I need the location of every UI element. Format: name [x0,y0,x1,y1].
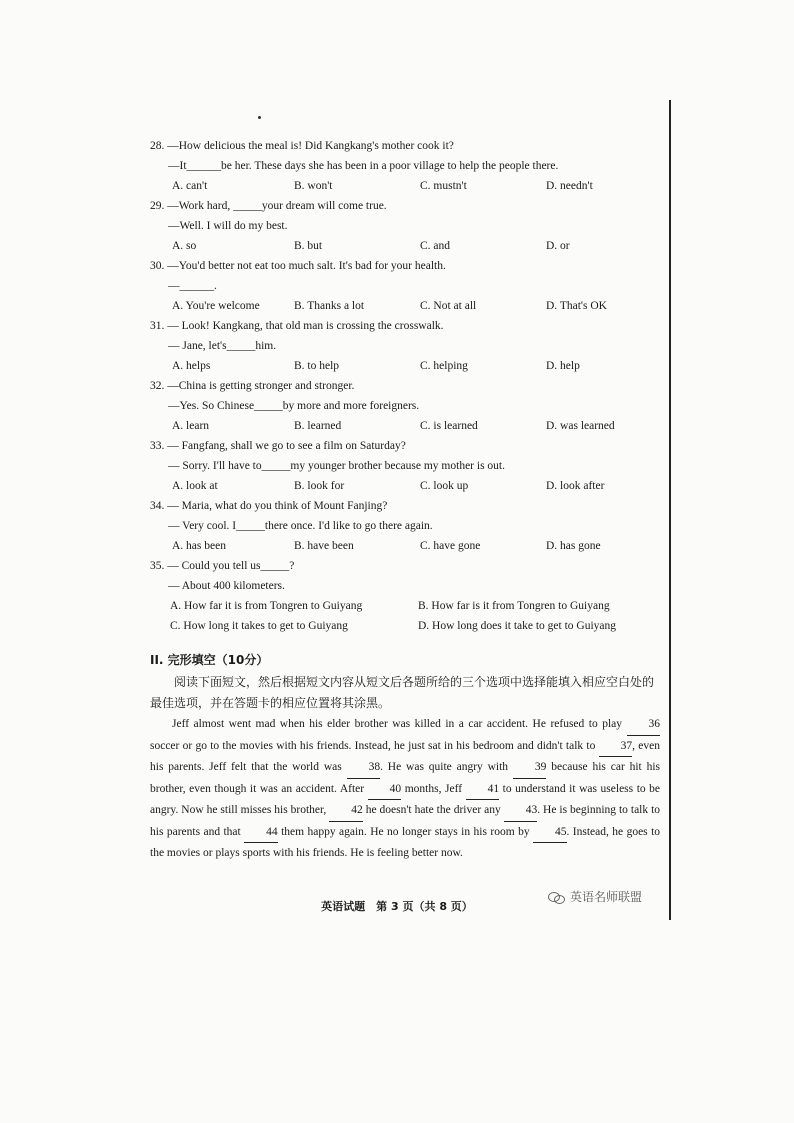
option-d[interactable]: D. or [546,240,570,252]
question-line: —You'd better not eat too much salt. It's bad for your health. [167,260,446,272]
option-c[interactable]: C. Not at all [420,300,477,312]
question-number: 32. [150,380,165,392]
option-a[interactable]: A. helps [172,360,211,372]
page-footer: 英语试题 第 3 页（共 8 页） [321,900,473,913]
section-instruction: 阅读下面短文，然后根据短文内容从短文后各题所给的三个选项中选择能填入相应空白处的最佳选项，并在答题卡的相应位置将其涂黑。 [150,675,655,710]
option-a[interactable]: A. can't [172,180,208,192]
options [150,296,660,316]
option-a[interactable]: A. so [172,240,197,252]
options [150,356,660,376]
question-31 [150,316,660,376]
passage-text: , even his parents. Jeff felt that the world was [150,739,661,773]
question-33 [150,436,660,496]
option-d[interactable]: D. has gone [546,540,601,552]
question-29 [150,196,660,256]
option-b[interactable]: B. Thanks a lot [294,300,365,312]
options [150,236,660,256]
passage-text: soccer or go to the movies with his friends. Instead, he just sat in his bedroom and didn't talk to [150,739,596,752]
blank-38[interactable]: 38 [347,757,381,779]
question-35 [150,556,660,636]
question-line: —China is getting stronger and stronger. [167,380,355,392]
speck [258,116,261,119]
question-number: 28. [150,140,165,152]
question-number: 35. [150,560,165,572]
option-b[interactable]: B. look for [294,480,345,492]
passage-text: to understand it was useless to be angry. Now he still misses his brother, [150,782,661,816]
wechat-icon [548,890,566,904]
watermark [548,888,642,905]
option-d[interactable]: D. look after [546,480,605,492]
blank-42[interactable]: 42 [329,800,363,822]
cloze-passage [150,714,660,864]
passage-text: them happy again. He no longer stays in his room by [281,825,530,838]
options [150,416,660,436]
question-number: 33. [150,440,165,452]
option-b[interactable]: B. have been [294,540,354,552]
question-number: 34. [150,500,165,512]
option-d[interactable]: D. help [546,360,580,372]
margin-rule [669,100,671,920]
section-title: II. 完形填空（10分） [150,653,269,667]
exam-content [150,136,660,864]
question-number: 30. [150,260,165,272]
blank-43[interactable]: 43 [504,800,538,822]
option-a[interactable]: A. How far it is from Tongren to Guiyang [170,600,363,612]
question-line: — Could you tell us_____? [167,560,295,572]
question-number: 29. [150,200,165,212]
option-a[interactable]: A. has been [172,540,226,552]
option-b[interactable]: B. to help [294,360,340,372]
option-b[interactable]: B. won't [294,180,333,192]
question-line: — Maria, what do you think of Mount Fanjing? [167,500,388,512]
option-c[interactable]: C. and [420,240,451,252]
option-a[interactable]: A. look at [172,480,218,492]
option-c[interactable]: C. How long it takes to get to Guiyang [170,620,348,632]
option-c[interactable]: C. helping [420,360,468,372]
option-d[interactable]: D. That's OK [546,300,607,312]
multiple-choice-list [150,136,660,556]
question-line: — Fangfang, shall we go to see a film on Saturday? [167,440,406,452]
blank-45[interactable]: 45 [533,822,567,844]
question-line: —Yes. So Chinese_____by more and more foreigners. [168,400,420,412]
option-a[interactable]: A. You're welcome [172,300,260,312]
passage-text: Jeff almost went mad when his elder brother was killed in a car accident. He refused to play [172,718,623,730]
option-c[interactable]: C. look up [420,480,469,492]
question-line: —It______be her. These days she has been in a poor village to help the people there. [168,160,559,172]
option-c[interactable]: C. mustn't [420,180,467,192]
passage-text: . He was quite angry with [380,761,509,773]
blank-41[interactable]: 41 [466,779,500,801]
option-a[interactable]: A. learn [172,420,210,432]
blank-36[interactable]: 36 [627,714,661,736]
question-line: — About 400 kilometers. [168,580,285,592]
question-32 [150,376,660,436]
passage-text: he doesn't hate the driver any [365,804,501,816]
watermark-text: 英语名师联盟 [570,890,643,904]
blank-39[interactable]: 39 [513,757,547,779]
option-c[interactable]: C. is learned [420,420,478,432]
passage-text: because his car hit his brother, even though it was an accident. After [150,761,661,795]
question-number: 31. [150,320,165,332]
options [150,176,660,196]
question-28 [150,136,660,196]
option-c[interactable]: C. have gone [420,540,481,552]
options [150,536,660,556]
question-line: —Work hard, _____your dream will come true. [167,200,387,212]
passage-text: months, Jeff [404,782,463,795]
question-line: — Very cool. I_____there once. I'd like to go there again. [168,520,433,532]
question-line: — Sorry. I'll have to_____my younger brother because my mother is out. [168,460,505,472]
options [150,596,660,636]
passage-text: . Instead, he goes to the movies or plays sports with his friends. He is feeling better now. [150,825,661,859]
question-line: — Jane, let's_____him. [168,340,277,352]
option-b[interactable]: B. but [294,240,323,252]
option-b[interactable]: B. learned [294,420,342,432]
options [150,476,660,496]
blank-44[interactable]: 44 [244,822,278,844]
option-d[interactable]: D. was learned [546,420,615,432]
passage-text: . He is beginning to talk to his parents and that [150,804,661,838]
blank-37[interactable]: 37 [599,736,633,758]
question-30 [150,256,660,316]
question-34 [150,496,660,556]
question-line: —How delicious the meal is! Did Kangkang's mother cook it? [167,140,454,152]
option-d[interactable]: D. needn't [546,180,593,192]
option-b[interactable]: B. How far is it from Tongren to Guiyang [418,600,610,612]
question-line: — Look! Kangkang, that old man is crossing the crosswalk. [167,320,444,332]
question-line: —______. [168,280,217,292]
blank-40[interactable]: 40 [368,779,402,801]
question-line: —Well. I will do my best. [168,220,288,232]
option-d[interactable]: D. How long does it take to get to Guiyang [418,620,617,632]
